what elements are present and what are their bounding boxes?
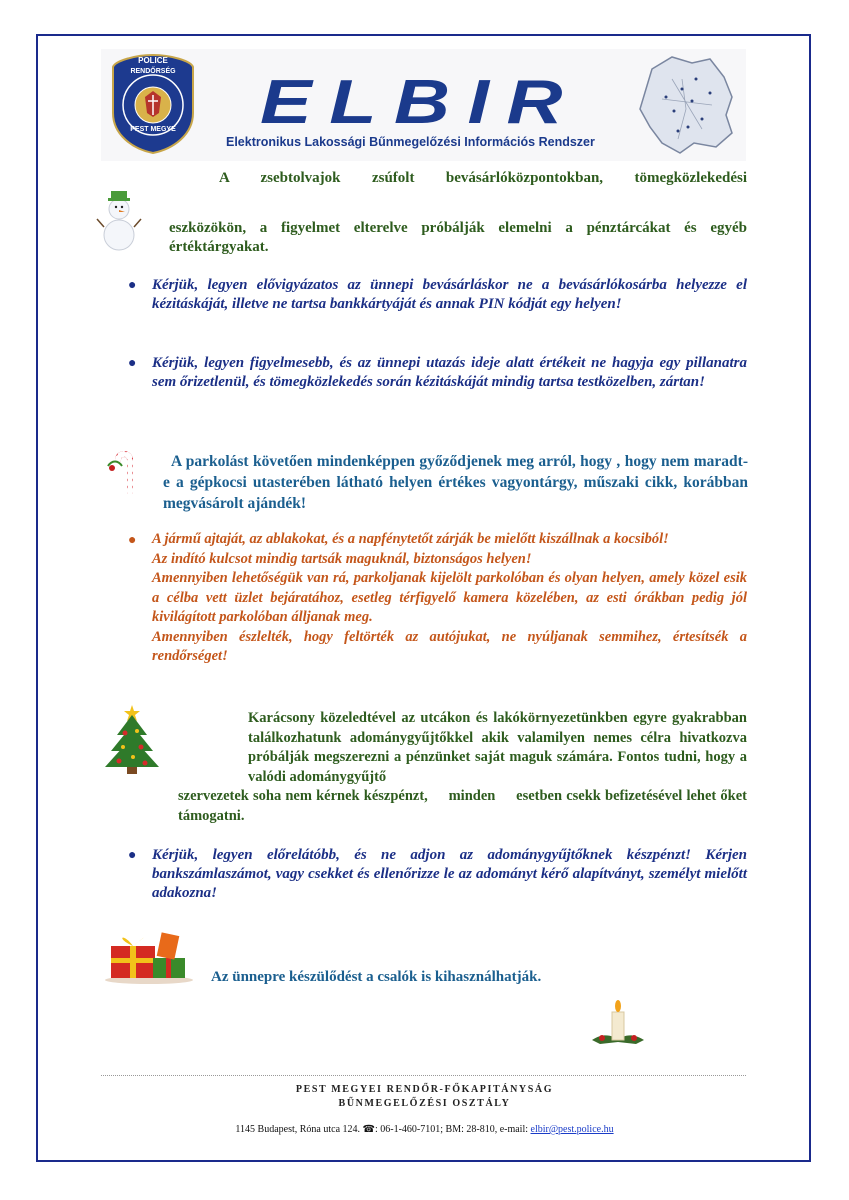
closing-text: Az ünnepre készülődést a csalók is kihasználhatják.	[211, 969, 542, 985]
bullet-dot: ●	[128, 848, 137, 863]
gift-boxes-icon	[103, 924, 195, 984]
bullet-a2: Kérjük, legyen figyelmesebb, és az ünnepi utazás ideje alatt értékeit ne hagyja egy pillanatra sem őrizetlenül, és tömegközlekedés során kézitáskáját mindig tartsa testközelben, zártan!	[152, 355, 747, 390]
footer-email-link[interactable]: elbir@pest.police.hu	[530, 1124, 614, 1135]
elbir-logo-text: ELBIR	[260, 68, 580, 137]
footer-org2: BŰNMEGELŐZÉSI OSZTÁLY	[338, 1098, 511, 1109]
christmas-tree-icon	[103, 703, 161, 775]
section1-line2: eszközökön, a figyelmet elterelve próbálják elemelni a pénztárcákat és egyéb értéktárgyakat.	[169, 220, 747, 255]
footer-divider	[101, 1075, 746, 1076]
section2-text: A parkolást követően mindenképpen győződjenek meg arról, hogy , hogy nem maradt-e a gépkocsi utasterében látható helyen értékes vagyontárgy, műszaki cikk, korábban megvásárolt ajándék!	[163, 453, 748, 512]
orange-p3: Amennyiben lehetőségük van rá, parkoljanak kijelölt parkolóban és olyan helyen, amely közel esik a célba vett üzlet bejáratához, esetleg térfigyelő kamera közelében, az esti órákban pedig jól kivilágított parkolóban álljanak meg.	[152, 570, 747, 625]
bullet-dot: ●	[128, 278, 137, 293]
footer-contact	[0, 1124, 849, 1135]
candy-cane-icon	[104, 446, 144, 494]
pest-county-map-icon	[632, 49, 740, 157]
badge-mid-text: RENDŐRSÉG	[130, 68, 176, 75]
orange-p4: Amennyiben észlelték, hogy feltörték az autójukat, ne nyúljanak semmihez, értesítsék a rendőrséget!	[152, 628, 747, 664]
badge-bottom-text: PEST MEGYE	[130, 126, 176, 133]
elbir-subtitle: Elektronikus Lakossági Bűnmegelőzési Információs Rendszer	[226, 135, 595, 149]
bullet-a1: Kérjük, legyen elővigyázatos az ünnepi bevásárláskor ne a bevásárlókosárba helyezze el kézitáskáját, illetve ne tartsa bankkártyáját és annak PIN kódját egy helyen!	[152, 277, 747, 312]
section1-line1: A zsebtolvajok zsúfolt bevásárlóközpontokban, tömegközlekedési	[219, 170, 747, 186]
section3-text	[178, 709, 751, 826]
elbir-logo	[245, 68, 595, 137]
section3-text-b: szervezetek soha nem kérnek készpénzt, minden esetben csekk befizetésével lehet őket támogatni.	[178, 788, 751, 824]
candle-icon	[588, 996, 648, 1048]
snowman-icon	[96, 185, 142, 253]
orange-p2: Az indító kulcsot mindig tartsák maguknál, biztonságos helyen!	[152, 550, 532, 567]
orange-block	[152, 530, 747, 667]
badge-top-text: POLICE	[138, 56, 168, 65]
footer-org1: PEST MEGYEI RENDŐR-FŐKAPITÁNYSÁG	[295, 1084, 554, 1095]
bullet-dot: ●	[128, 533, 137, 548]
bullet-dot: ●	[128, 356, 137, 371]
orange-p1: A jármű ajtaját, az ablakokat, és a napfénytetőt zárják be mielőtt kiszállnak a kocsiból!	[152, 531, 669, 547]
section3-text-a: Karácsony közeledtével az utcákon és lakókörnyezetünkben egyre gyakrabban találkozhatunk adománygyűjtőkkel akik valamilyen nemes célra hivatkozva próbálják megszerezni a pénzünket saját maguk számára. Fontos tudni, hogy a valódi adománygyűjtő	[248, 710, 747, 785]
footer-address: 1145 Budapest, Róna utca 124. ☎: 06-1-460-7101; BM: 28-810, e-mail:	[235, 1124, 531, 1135]
bullet-b: Kérjük, legyen előrelátóbb, és ne adjon az adománygyűjtőknek készpénzt! Kérjen bankszámlaszámot, vagy csekket és ellenőrizze le az adományt kérő alapítványt, személyt mielőtt adakozna!	[152, 847, 747, 901]
